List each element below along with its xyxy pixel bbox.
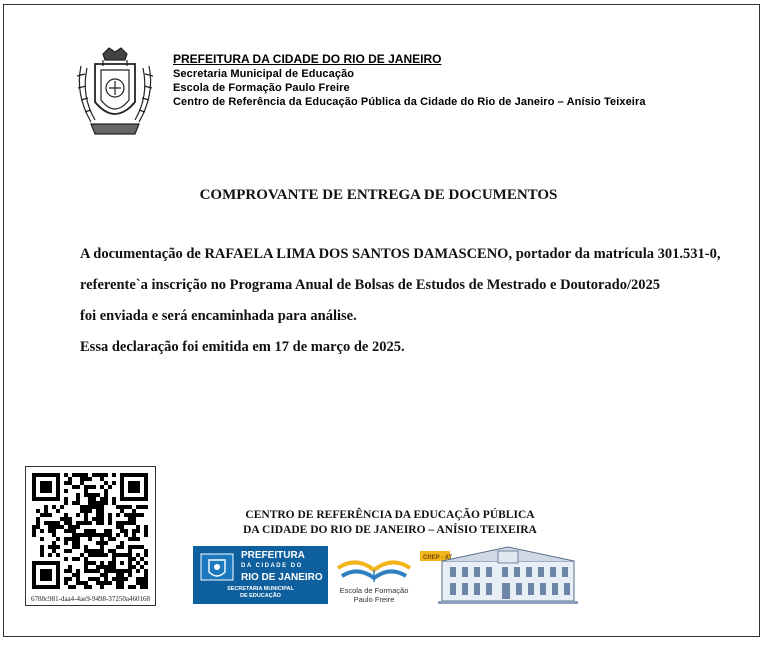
qr-code-icon — [32, 473, 148, 589]
open-book-icon — [332, 546, 416, 586]
prefeitura-logo-subtitle — [197, 586, 324, 600]
prefeitura-logo-line: PREFEITURA — [241, 550, 305, 561]
prefeitura-logo-text — [241, 550, 323, 583]
escola-logo-line: Escola de Formação — [339, 586, 409, 595]
prefeitura-logo-line: RIO DE JANEIRO — [241, 572, 323, 583]
center-title-line: CENTRO DE REFERÊNCIA DA EDUCAÇÃO PÚBLICA — [245, 509, 535, 521]
prefeitura-logo-line: DE EDUCAÇÃO — [240, 593, 281, 599]
building-logo-icon — [420, 543, 580, 607]
header-line-prefeitura: PREFEITURA DA CIDADE DO RIO DE JANEIRO — [173, 52, 442, 66]
header-line-centro: Centro de Referência da Educação Pública da Cidade do Rio de Janeiro – Anísio Teixeira — [173, 96, 646, 108]
prefeitura-logo-line: DA CIDADE DO — [241, 563, 303, 569]
escola-logo-line: Paulo Freire — [353, 595, 395, 604]
header-line-escola: Escola de Formação Paulo Freire — [173, 82, 350, 94]
prefeitura-logo — [193, 546, 328, 604]
center-title-line: DA CIDADE DO RIO DE JANEIRO – ANÍSIO TEIXEIRA — [243, 524, 537, 536]
body-paragraph: foi enviada e será encaminhada para análise. — [80, 308, 357, 324]
body-paragraph: A documentação de RAFAELA LIMA DOS SANTOS DAMASCENO, portador da matrícula 301.531-0, — [80, 246, 721, 262]
institution-header — [173, 51, 646, 109]
escola-logo-text — [332, 586, 416, 604]
city-emblem-icon — [199, 552, 235, 582]
escola-logo — [332, 546, 416, 608]
building-logo-label: CREP - AT — [423, 555, 453, 561]
document-title: COMPROVANTE DE ENTREGA DE DOCUMENTOS — [199, 187, 558, 203]
body-paragraph: Essa declaração foi emitida em 17 de março de 2025. — [80, 339, 405, 355]
center-title — [225, 508, 555, 538]
header-line-secretaria: Secretaria Municipal de Educação — [173, 68, 355, 80]
qr-code-box — [25, 466, 156, 606]
body-paragraph: referente`a inscrição no Programa Anual de Bolsas de Estudos de Mestrado e Doutorado/2025 — [80, 277, 660, 293]
prefeitura-logo-line: SECRETARIA MUNICIPAL — [227, 586, 294, 592]
coat-of-arms-icon — [73, 46, 158, 140]
qr-code-text: 6788c981-daa4-4ae9-9498-37250a460168 — [31, 595, 150, 603]
document-body — [80, 244, 745, 368]
